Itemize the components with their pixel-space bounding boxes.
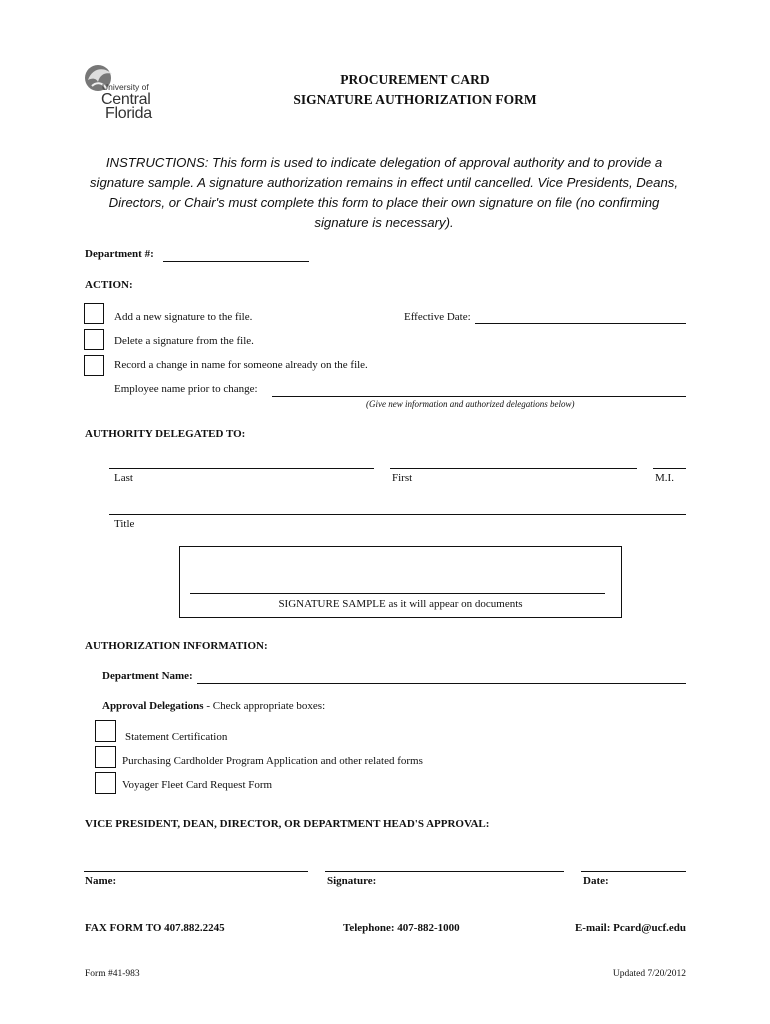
title-label: Title xyxy=(114,518,135,530)
email-info: E-mail: Pcard@ucf.edu xyxy=(574,922,686,934)
ucf-logo xyxy=(82,62,182,124)
statement-certification-checkbox[interactable] xyxy=(95,720,116,742)
effective-date-field[interactable] xyxy=(475,323,686,324)
department-number-field[interactable] xyxy=(163,261,309,262)
approval-delegations-label: Approval Delegations - Check appropriate boxes: xyxy=(102,700,326,712)
purchasing-application-checkbox[interactable] xyxy=(95,746,116,768)
delete-signature-label: Delete a signature from the file. xyxy=(114,335,254,347)
form-title-line1: PROCUREMENT CARD xyxy=(340,72,490,87)
option-purchasing-application: Purchasing Cardholder Program Application and other related forms xyxy=(122,755,423,767)
last-label: Last xyxy=(114,472,133,484)
delete-signature-checkbox[interactable] xyxy=(84,329,104,350)
department-number-label: Department #: xyxy=(85,248,154,260)
instructions-text: INSTRUCTIONS: This form is used to indicate delegation of approval authority and to provide a signature sample. A signature authorization remains in effect until cancelled. Vice Presidents, Deans, Directors, or Chair's must complete this form to place their own signature on file (no confirming signature is necessary). xyxy=(89,155,679,230)
last-name-field[interactable] xyxy=(109,468,374,469)
logo-florida: Florida xyxy=(105,105,152,122)
mi-field[interactable] xyxy=(653,468,686,469)
option-statement-certification: Statement Certification xyxy=(125,731,228,743)
first-name-field[interactable] xyxy=(390,468,637,469)
signature-sample-caption: SIGNATURE SAMPLE as it will appear on documents xyxy=(278,598,523,610)
authorization-heading: AUTHORIZATION INFORMATION: xyxy=(85,640,268,652)
approver-signature-field[interactable] xyxy=(325,871,564,872)
add-signature-checkbox[interactable] xyxy=(84,303,104,324)
logo-central: Central xyxy=(101,91,151,108)
logo-university-of: University of xyxy=(102,82,149,92)
action-heading: ACTION: xyxy=(85,279,133,291)
first-label: First xyxy=(392,472,413,484)
approval-heading: VICE PRESIDENT, DEAN, DIRECTOR, OR DEPARTMENT HEAD'S APPROVAL: xyxy=(85,818,490,830)
form-title-line2: SIGNATURE AUTHORIZATION FORM xyxy=(293,92,537,107)
new-info-note: (Give new information and authorized delegations below) xyxy=(366,399,575,409)
telephone-info: Telephone: 407-882-1000 xyxy=(343,922,460,934)
approval-date-field[interactable] xyxy=(581,871,686,872)
record-change-label: Record a change in name for someone already on the file. xyxy=(114,359,368,371)
fax-info: FAX FORM TO 407.882.2245 xyxy=(85,922,225,934)
effective-date-label: Effective Date: xyxy=(404,311,471,323)
department-name-field[interactable] xyxy=(197,683,686,684)
form-number: Form #41-983 xyxy=(85,969,140,979)
approver-name-field[interactable] xyxy=(84,871,308,872)
mi-label: M.I. xyxy=(655,472,674,484)
name-label: Name: xyxy=(85,875,117,887)
prior-name-field[interactable] xyxy=(272,396,686,397)
add-signature-label: Add a new signature to the file. xyxy=(114,311,253,323)
authority-heading: AUTHORITY DELEGATED TO: xyxy=(85,428,246,440)
date-label: Date: xyxy=(583,875,609,887)
title-field[interactable] xyxy=(109,514,686,515)
option-voyager-fleet: Voyager Fleet Card Request Form xyxy=(122,779,273,791)
department-name-label: Department Name: xyxy=(102,670,193,682)
signature-sample-line xyxy=(190,593,605,594)
prior-name-label: Employee name prior to change: xyxy=(114,383,258,395)
signature-label: Signature: xyxy=(327,875,377,887)
voyager-fleet-checkbox[interactable] xyxy=(95,772,116,794)
record-change-checkbox[interactable] xyxy=(84,355,104,376)
updated-date: Updated 7/20/2012 xyxy=(612,969,686,979)
